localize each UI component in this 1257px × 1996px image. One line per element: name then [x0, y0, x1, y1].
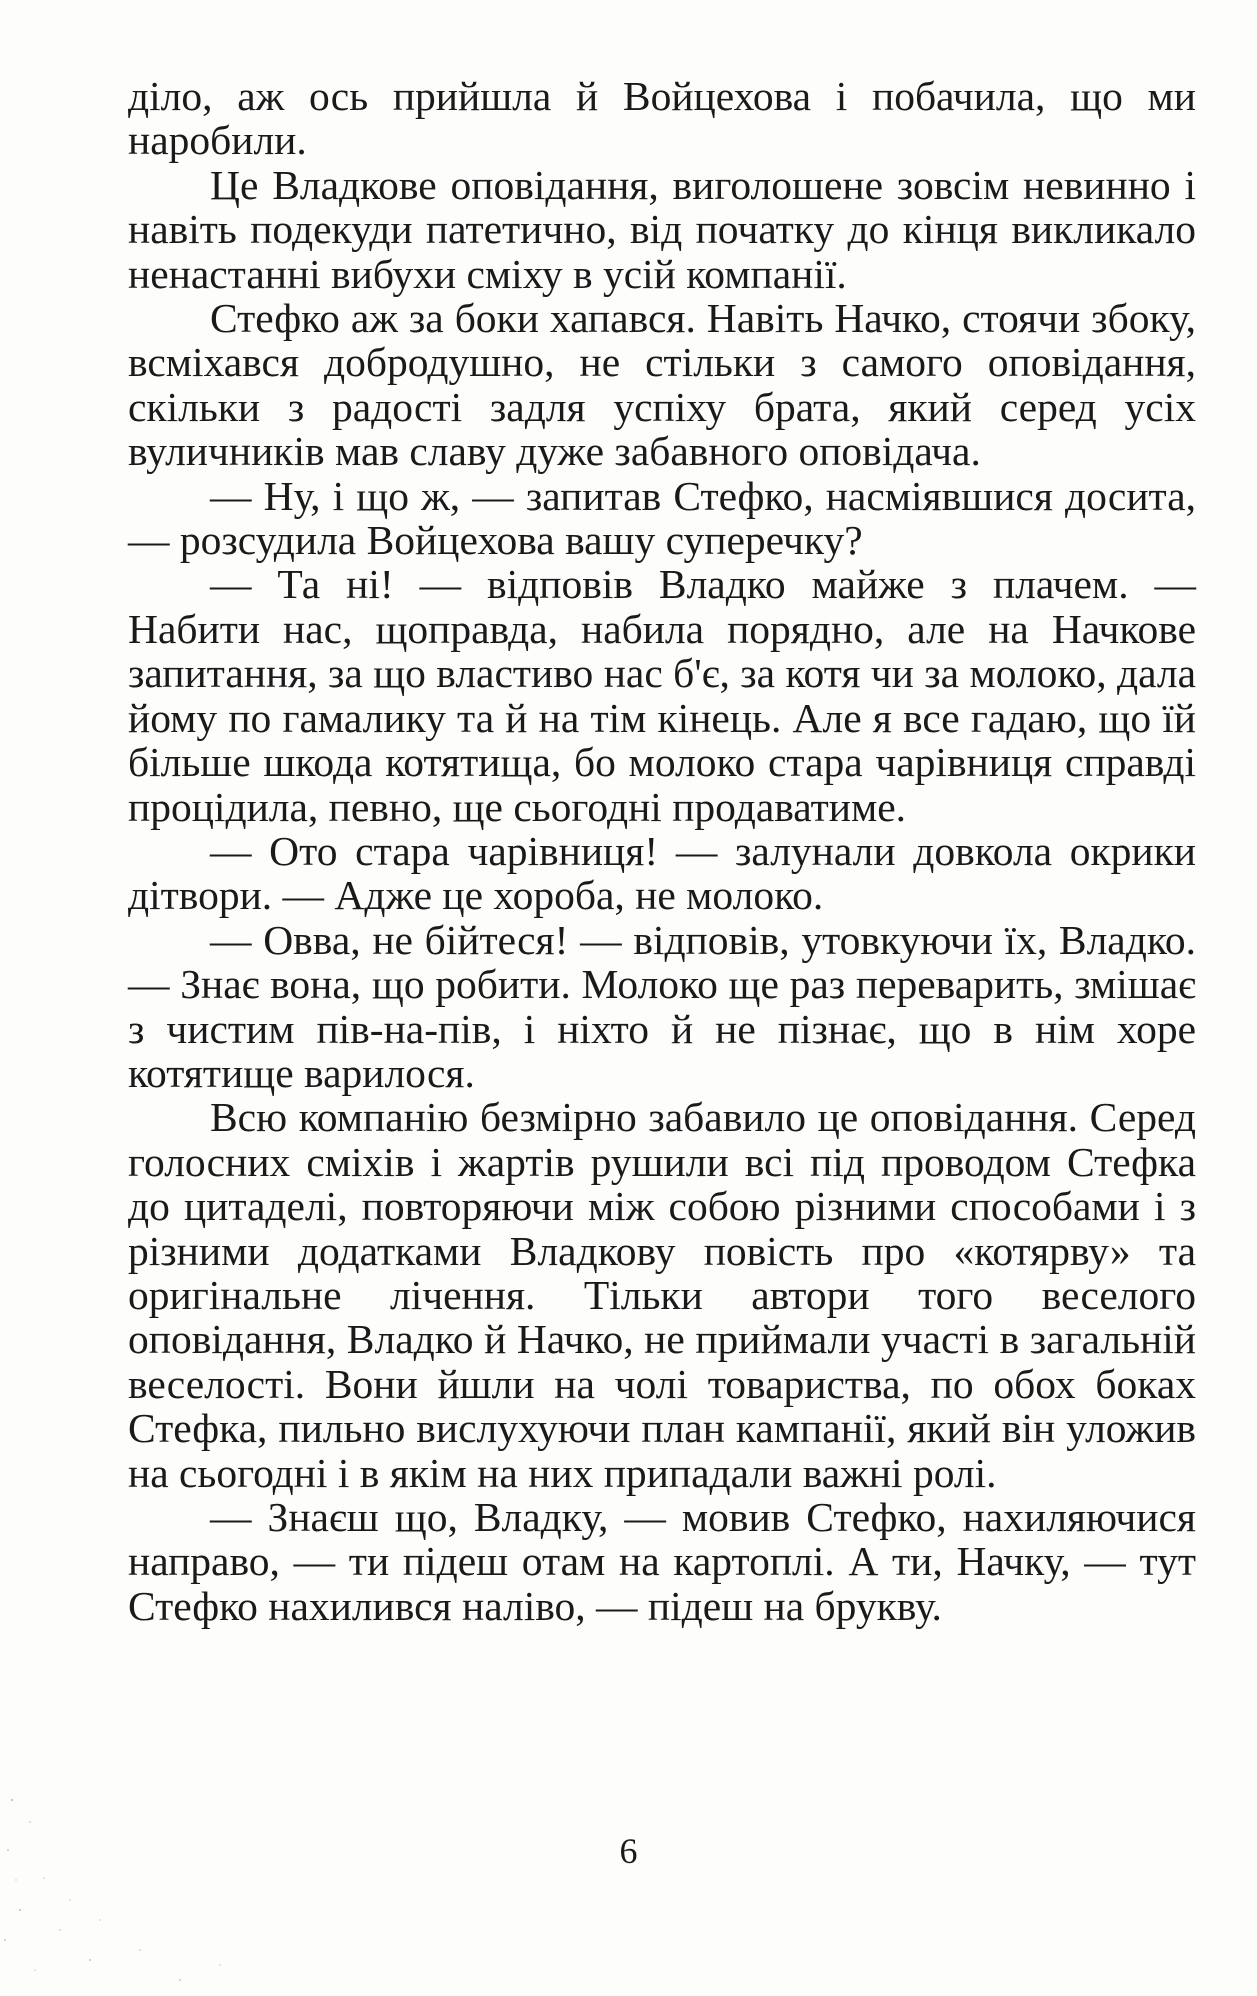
body-text — [128, 74, 1196, 1628]
paragraph-3: Стефко аж за боки хапався. Навіть Начко, стоячи збоку, всміхався добродушно, не стільки з самого оповідання, скільки з радості задля успіху брата, який серед усіх вуличників мав славу дуже забавного оповідача. — [128, 295, 1196, 475]
paragraph-9: — Знаєш що, Владку, — мовив Стефко, нахиляючися направо, — ти підеш отам на картоплі. А ти, Начку, — тут Стефко нахилився наліво, — підеш на брукву. — [128, 1494, 1196, 1629]
scan-noise — [0, 1760, 260, 1996]
paragraph-5: — Та ні! — відповів Владко майже з плачем. — Набити нас, щоправда, набила порядно, але на Начкове запитання, за що властиво нас б'є, за котя чи за молоко, дала йому по гамалику та й на тім кінець. Але я все гадаю, що їй більше шкода котятища, бо молоко стара чарівниця справді процідила, певно, ще сьогодні продаватиме. — [128, 561, 1196, 830]
page-number: 6 — [619, 1831, 638, 1871]
paragraph-6: — Ото стара чарівниця! — залунали довкола окрики дітвори. — Адже це хороба, не молоко. — [128, 827, 1196, 919]
paragraph-4: — Ну, і що ж, — запитав Стефко, насміявшися досита, — розсудила Войцехова вашу суперечку? — [128, 472, 1196, 564]
paragraph-1: діло, аж ось прийшла й Войцехова і побачила, що ми наробили. — [128, 73, 1196, 164]
paragraph-2: Це Владкове оповідання, виголошене зовсім невинно і навіть подекуди патетично, від початку до кінця викликало ненастанні вибухи сміху в усій компанії. — [128, 161, 1196, 297]
paragraph-8: Всю компанію безмірно забавило це оповідання. Серед голосних сміхів і жартів рушили всі під проводом Стефка до цитаделі, повторяючи між собою різними способами і з різними додатками Владкову повість про «котярву» та оригінальне лічення. Тільки автори того веселого оповідання, Владко й Начко, не приймали участі в загальній веселості. Вони йшли на чолі товариства, по обох боках Стефка, пильно вислухуючи план кампанії, який він уложив на сьогодні і в якім на них припадали важні ролі. — [128, 1094, 1196, 1496]
paragraph-7: — Овва, не бійтеся! — відповів, утовкуючи їх, Владко. — Знає вона, що робити. Молоко ще раз переварить, змішає з чистим пів-на-пів, і ніхто й не пізнає, що в нім хоре котятище варилося. — [128, 916, 1196, 1096]
